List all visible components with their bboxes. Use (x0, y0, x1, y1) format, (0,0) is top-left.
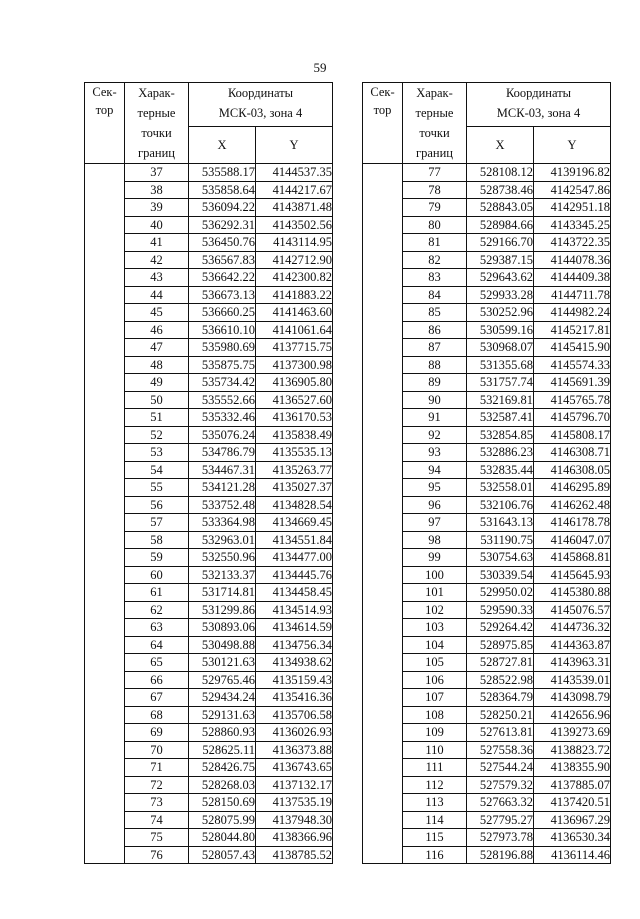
x-coordinate: 527558.36 (467, 741, 534, 759)
point-number: 83 (403, 269, 467, 287)
x-coordinate: 529434.24 (189, 689, 256, 707)
point-number: 71 (125, 759, 189, 777)
y-coordinate: 4136114.46 (534, 846, 611, 864)
point-number: 111 (403, 759, 467, 777)
point-number: 75 (125, 829, 189, 847)
x-coordinate: 533364.98 (189, 514, 256, 532)
y-coordinate: 4143114.95 (256, 234, 333, 252)
point-number: 37 (125, 164, 189, 182)
x-coordinate: 528843.05 (467, 199, 534, 217)
y-coordinate: 4134445.76 (256, 566, 333, 584)
y-coordinate: 4143098.79 (534, 689, 611, 707)
x-coordinate: 536673.13 (189, 286, 256, 304)
x-coordinate: 528860.93 (189, 724, 256, 742)
point-number: 92 (403, 426, 467, 444)
x-coordinate: 536094.22 (189, 199, 256, 217)
x-coordinate: 532835.44 (467, 461, 534, 479)
point-number: 91 (403, 409, 467, 427)
point-number: 62 (125, 601, 189, 619)
y-coordinate: 4143345.25 (534, 216, 611, 234)
point-number: 85 (403, 304, 467, 322)
point-number: 87 (403, 339, 467, 357)
point-number: 99 (403, 549, 467, 567)
point-number: 94 (403, 461, 467, 479)
sector-cell (85, 164, 125, 864)
x-coordinate: 529264.42 (467, 619, 534, 637)
x-coordinate: 535875.75 (189, 356, 256, 374)
x-coordinate: 527973.78 (467, 829, 534, 847)
y-coordinate: 4141463.60 (256, 304, 333, 322)
point-number: 42 (125, 251, 189, 269)
point-number: 95 (403, 479, 467, 497)
point-number: 74 (125, 811, 189, 829)
point-number: 100 (403, 566, 467, 584)
point-number: 96 (403, 496, 467, 514)
y-header: Y (534, 126, 611, 163)
y-coordinate: 4138366.96 (256, 829, 333, 847)
y-coordinate: 4139273.69 (534, 724, 611, 742)
table-row (363, 164, 611, 182)
y-coordinate: 4137715.75 (256, 339, 333, 357)
point-number: 109 (403, 724, 467, 742)
y-coordinate: 4135706.58 (256, 706, 333, 724)
sector-header: Сек- тор (85, 83, 125, 164)
x-coordinate: 528984.66 (467, 216, 534, 234)
point-number: 39 (125, 199, 189, 217)
point-number: 47 (125, 339, 189, 357)
point-number: 97 (403, 514, 467, 532)
point-number: 41 (125, 234, 189, 252)
x-coordinate: 530252.96 (467, 304, 534, 322)
x-coordinate: 527795.27 (467, 811, 534, 829)
point-number: 114 (403, 811, 467, 829)
y-coordinate: 4137885.07 (534, 776, 611, 794)
x-header: X (467, 126, 534, 163)
point-number: 48 (125, 356, 189, 374)
x-coordinate: 528250.21 (467, 706, 534, 724)
x-coordinate: 536450.76 (189, 234, 256, 252)
y-coordinate: 4145808.17 (534, 426, 611, 444)
y-coordinate: 4139196.82 (534, 164, 611, 182)
y-coordinate: 4142712.90 (256, 251, 333, 269)
x-coordinate: 536642.22 (189, 269, 256, 287)
x-coordinate: 528150.69 (189, 794, 256, 812)
x-coordinate: 529950.02 (467, 584, 534, 602)
x-coordinate: 535552.66 (189, 391, 256, 409)
point-number: 63 (125, 619, 189, 637)
y-coordinate: 4136905.80 (256, 374, 333, 392)
y-coordinate: 4135838.49 (256, 426, 333, 444)
x-coordinate: 532133.37 (189, 566, 256, 584)
y-coordinate: 4146047.07 (534, 531, 611, 549)
x-coordinate: 530498.88 (189, 636, 256, 654)
y-coordinate: 4137535.19 (256, 794, 333, 812)
point-number: 73 (125, 794, 189, 812)
y-coordinate: 4138823.72 (534, 741, 611, 759)
y-coordinate: 4138355.90 (534, 759, 611, 777)
y-coordinate: 4144363.87 (534, 636, 611, 654)
y-coordinate: 4144982.24 (534, 304, 611, 322)
y-coordinate: 4136170.53 (256, 409, 333, 427)
x-coordinate: 530968.07 (467, 339, 534, 357)
x-coordinate: 527613.81 (467, 724, 534, 742)
y-coordinate: 4145765.78 (534, 391, 611, 409)
y-coordinate: 4134828.54 (256, 496, 333, 514)
y-coordinate: 4138785.52 (256, 846, 333, 864)
y-coordinate: 4136527.60 (256, 391, 333, 409)
point-number: 116 (403, 846, 467, 864)
x-coordinate: 528426.75 (189, 759, 256, 777)
point-number: 86 (403, 321, 467, 339)
point-number: 58 (125, 531, 189, 549)
y-coordinate: 4134477.00 (256, 549, 333, 567)
point-number: 56 (125, 496, 189, 514)
y-coordinate: 4144736.32 (534, 619, 611, 637)
y-coordinate: 4142656.96 (534, 706, 611, 724)
x-coordinate: 531757.74 (467, 374, 534, 392)
sector-header: Сек- тор (363, 83, 403, 164)
y-coordinate: 4143963.31 (534, 654, 611, 672)
coordinates-header: Координаты МСК-03, зона 4 (467, 83, 611, 127)
y-coordinate: 4135159.43 (256, 671, 333, 689)
point-number: 98 (403, 531, 467, 549)
point-header: Харак- терные точки границ (125, 83, 189, 164)
y-coordinate: 4145574.33 (534, 356, 611, 374)
x-coordinate: 528075.99 (189, 811, 256, 829)
point-number: 76 (125, 846, 189, 864)
y-coordinate: 4145868.81 (534, 549, 611, 567)
y-coordinate: 4145796.70 (534, 409, 611, 427)
point-number: 107 (403, 689, 467, 707)
x-coordinate: 535734.42 (189, 374, 256, 392)
point-number: 40 (125, 216, 189, 234)
y-coordinate: 4135535.13 (256, 444, 333, 462)
x-coordinate: 528625.11 (189, 741, 256, 759)
x-coordinate: 531355.68 (467, 356, 534, 374)
point-number: 50 (125, 391, 189, 409)
x-coordinate: 532854.85 (467, 426, 534, 444)
x-coordinate: 528738.46 (467, 181, 534, 199)
point-number: 65 (125, 654, 189, 672)
x-coordinate: 535858.64 (189, 181, 256, 199)
x-coordinate: 536660.25 (189, 304, 256, 322)
x-coordinate: 529765.46 (189, 671, 256, 689)
point-number: 59 (125, 549, 189, 567)
point-number: 110 (403, 741, 467, 759)
x-coordinate: 534121.28 (189, 479, 256, 497)
point-number: 115 (403, 829, 467, 847)
y-coordinate: 4142547.86 (534, 181, 611, 199)
y-coordinate: 4135027.37 (256, 479, 333, 497)
y-coordinate: 4136026.93 (256, 724, 333, 742)
point-number: 57 (125, 514, 189, 532)
x-coordinate: 532558.01 (467, 479, 534, 497)
x-coordinate: 528727.81 (467, 654, 534, 672)
x-coordinate: 527544.24 (467, 759, 534, 777)
point-number: 44 (125, 286, 189, 304)
x-coordinate: 527579.32 (467, 776, 534, 794)
x-coordinate: 533752.48 (189, 496, 256, 514)
point-number: 104 (403, 636, 467, 654)
y-coordinate: 4146295.89 (534, 479, 611, 497)
y-coordinate: 4144711.78 (534, 286, 611, 304)
y-coordinate: 4141061.64 (256, 321, 333, 339)
y-coordinate: 4144217.67 (256, 181, 333, 199)
y-coordinate: 4143871.48 (256, 199, 333, 217)
x-coordinate: 531299.86 (189, 601, 256, 619)
y-coordinate: 4136967.29 (534, 811, 611, 829)
coordinates-table-right (362, 82, 611, 864)
x-coordinate: 528975.85 (467, 636, 534, 654)
point-number: 69 (125, 724, 189, 742)
x-coordinate: 535588.17 (189, 164, 256, 182)
y-coordinate: 4144409.38 (534, 269, 611, 287)
y-coordinate: 4135263.77 (256, 461, 333, 479)
y-coordinate: 4143722.35 (534, 234, 611, 252)
point-number: 78 (403, 181, 467, 199)
point-number: 93 (403, 444, 467, 462)
point-number: 89 (403, 374, 467, 392)
x-coordinate: 529387.15 (467, 251, 534, 269)
x-coordinate: 532169.81 (467, 391, 534, 409)
point-number: 105 (403, 654, 467, 672)
x-header: X (189, 126, 256, 163)
x-coordinate: 534786.79 (189, 444, 256, 462)
point-number: 67 (125, 689, 189, 707)
y-coordinate: 4145380.88 (534, 584, 611, 602)
point-header: Харак- терные точки границ (403, 83, 467, 164)
point-number: 112 (403, 776, 467, 794)
x-coordinate: 528057.43 (189, 846, 256, 864)
y-coordinate: 4141883.22 (256, 286, 333, 304)
point-number: 72 (125, 776, 189, 794)
point-number: 70 (125, 741, 189, 759)
point-number: 51 (125, 409, 189, 427)
x-coordinate: 532886.23 (467, 444, 534, 462)
x-coordinate: 528196.88 (467, 846, 534, 864)
y-coordinate: 4135416.36 (256, 689, 333, 707)
y-coordinate: 4134614.59 (256, 619, 333, 637)
point-number: 84 (403, 286, 467, 304)
y-coordinate: 4145217.81 (534, 321, 611, 339)
point-number: 53 (125, 444, 189, 462)
point-number: 102 (403, 601, 467, 619)
point-number: 55 (125, 479, 189, 497)
x-coordinate: 531190.75 (467, 531, 534, 549)
point-number: 66 (125, 671, 189, 689)
x-coordinate: 530121.63 (189, 654, 256, 672)
y-coordinate: 4145691.39 (534, 374, 611, 392)
point-number: 79 (403, 199, 467, 217)
point-number: 38 (125, 181, 189, 199)
point-number: 54 (125, 461, 189, 479)
x-coordinate: 536610.10 (189, 321, 256, 339)
point-number: 45 (125, 304, 189, 322)
y-coordinate: 4143502.56 (256, 216, 333, 234)
point-number: 52 (125, 426, 189, 444)
point-number: 64 (125, 636, 189, 654)
point-number: 77 (403, 164, 467, 182)
x-coordinate: 528364.79 (467, 689, 534, 707)
x-coordinate: 532963.01 (189, 531, 256, 549)
y-coordinate: 4137420.51 (534, 794, 611, 812)
y-coordinate: 4142300.82 (256, 269, 333, 287)
x-coordinate: 535332.46 (189, 409, 256, 427)
x-coordinate: 531714.81 (189, 584, 256, 602)
point-number: 61 (125, 584, 189, 602)
x-coordinate: 535076.24 (189, 426, 256, 444)
x-coordinate: 530893.06 (189, 619, 256, 637)
coordinates-header: Координаты МСК-03, зона 4 (189, 83, 333, 127)
x-coordinate: 531643.13 (467, 514, 534, 532)
x-coordinate: 529166.70 (467, 234, 534, 252)
y-coordinate: 4145645.93 (534, 566, 611, 584)
x-coordinate: 530754.63 (467, 549, 534, 567)
point-number: 60 (125, 566, 189, 584)
y-coordinate: 4142951.18 (534, 199, 611, 217)
y-coordinate: 4145415.90 (534, 339, 611, 357)
y-coordinate: 4144537.35 (256, 164, 333, 182)
point-number: 106 (403, 671, 467, 689)
y-coordinate: 4134938.62 (256, 654, 333, 672)
x-coordinate: 530339.54 (467, 566, 534, 584)
point-number: 101 (403, 584, 467, 602)
x-coordinate: 529590.33 (467, 601, 534, 619)
x-coordinate: 536292.31 (189, 216, 256, 234)
x-coordinate: 530599.16 (467, 321, 534, 339)
point-number: 49 (125, 374, 189, 392)
x-coordinate: 528522.98 (467, 671, 534, 689)
y-coordinate: 4137948.30 (256, 811, 333, 829)
y-coordinate: 4143539.01 (534, 671, 611, 689)
x-coordinate: 535980.69 (189, 339, 256, 357)
point-number: 88 (403, 356, 467, 374)
y-coordinate: 4134669.45 (256, 514, 333, 532)
page-number: 59 (313, 60, 327, 75)
y-coordinate: 4146178.78 (534, 514, 611, 532)
point-number: 90 (403, 391, 467, 409)
point-number: 81 (403, 234, 467, 252)
point-number: 108 (403, 706, 467, 724)
y-coordinate: 4146308.05 (534, 461, 611, 479)
x-coordinate: 532587.41 (467, 409, 534, 427)
sector-cell (363, 164, 403, 864)
table-row (85, 164, 333, 182)
point-number: 103 (403, 619, 467, 637)
point-number: 68 (125, 706, 189, 724)
x-coordinate: 529933.28 (467, 286, 534, 304)
y-coordinate: 4136743.65 (256, 759, 333, 777)
y-coordinate: 4136373.88 (256, 741, 333, 759)
x-coordinate: 528268.03 (189, 776, 256, 794)
x-coordinate: 528044.80 (189, 829, 256, 847)
point-number: 80 (403, 216, 467, 234)
x-coordinate: 529643.62 (467, 269, 534, 287)
y-coordinate: 4134551.84 (256, 531, 333, 549)
x-coordinate: 529131.63 (189, 706, 256, 724)
y-coordinate: 4137300.98 (256, 356, 333, 374)
x-coordinate: 527663.32 (467, 794, 534, 812)
point-number: 43 (125, 269, 189, 287)
x-coordinate: 528108.12 (467, 164, 534, 182)
x-coordinate: 536567.83 (189, 251, 256, 269)
x-coordinate: 534467.31 (189, 461, 256, 479)
x-coordinate: 532550.96 (189, 549, 256, 567)
y-header: Y (256, 126, 333, 163)
y-coordinate: 4136530.34 (534, 829, 611, 847)
coordinates-table-left (84, 82, 333, 864)
y-coordinate: 4134458.45 (256, 584, 333, 602)
y-coordinate: 4145076.57 (534, 601, 611, 619)
point-number: 82 (403, 251, 467, 269)
point-number: 113 (403, 794, 467, 812)
y-coordinate: 4146308.71 (534, 444, 611, 462)
y-coordinate: 4137132.17 (256, 776, 333, 794)
x-coordinate: 532106.76 (467, 496, 534, 514)
y-coordinate: 4146262.48 (534, 496, 611, 514)
point-number: 46 (125, 321, 189, 339)
y-coordinate: 4144078.36 (534, 251, 611, 269)
y-coordinate: 4134514.93 (256, 601, 333, 619)
y-coordinate: 4134756.34 (256, 636, 333, 654)
